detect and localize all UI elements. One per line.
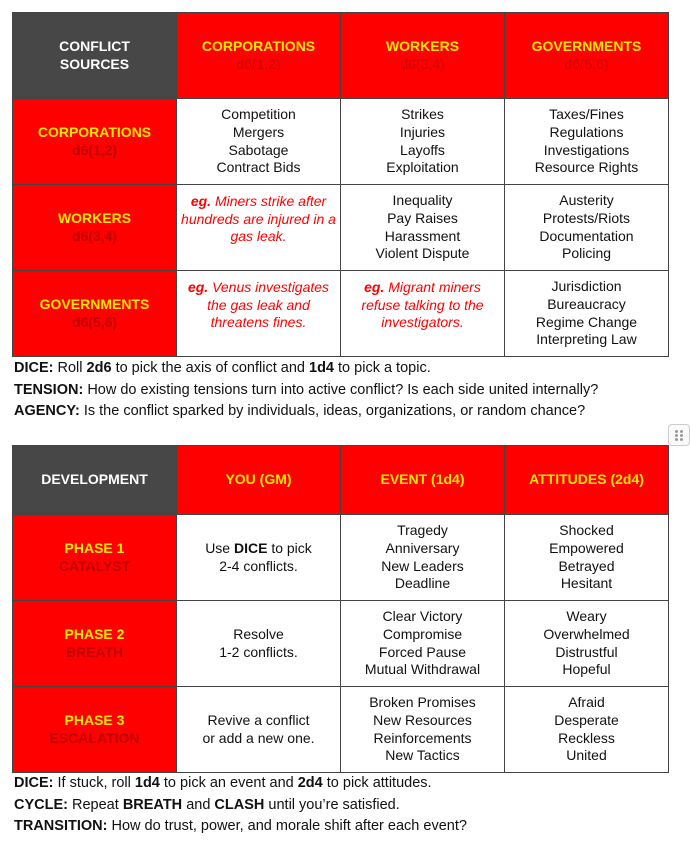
event-cell-phase-3 xyxy=(341,687,505,773)
gm-text: Use xyxy=(205,539,231,556)
col-header-governments xyxy=(505,13,669,99)
topic: Exploitation xyxy=(386,159,459,176)
col-header-gm: YOU (GM) xyxy=(177,446,341,515)
note-text: until you’re satisfied. xyxy=(268,796,400,813)
cell-corp-gov xyxy=(505,99,669,185)
note-label: TRANSITION: xyxy=(14,818,108,834)
col-header-event: EVENT (1d4) xyxy=(341,446,505,515)
cell-gov-corp-example xyxy=(177,271,341,357)
topic: Policing xyxy=(561,245,612,262)
row-header-dice: d6(1,2) xyxy=(71,141,118,158)
note-bold: 2d4 xyxy=(297,775,323,791)
cell-workers-workers xyxy=(341,185,505,271)
topic: Pay Raises xyxy=(387,209,458,226)
attitude: Distrustful xyxy=(555,643,618,660)
attitude: Desperate xyxy=(554,711,619,728)
cell-corp-workers xyxy=(341,99,505,185)
col-header-dice: d6(1,2) xyxy=(236,55,281,72)
gm-cell-phase-3 xyxy=(177,687,341,773)
topic: Inequality xyxy=(392,192,453,209)
dice-note xyxy=(14,773,467,795)
phase-subtitle: CATALYST xyxy=(58,557,131,574)
gm-cell-phase-2 xyxy=(177,601,341,687)
phase-title: PHASE 1 xyxy=(64,539,125,556)
event: Anniversary xyxy=(385,539,460,556)
note-text: If stuck, roll xyxy=(57,775,131,791)
note-bold: BREATH xyxy=(122,796,183,813)
table1-corner-header xyxy=(13,13,177,99)
event-cell-phase-1 xyxy=(341,515,505,601)
topic: Documentation xyxy=(539,227,634,244)
gm-bold: DICE xyxy=(233,539,268,556)
col-header-title: CORPORATIONS xyxy=(201,37,316,54)
col-header-title: GOVERNMENTS xyxy=(531,37,642,54)
topic: Resource Rights xyxy=(534,159,639,176)
gm-line: or add a new one. xyxy=(202,729,315,746)
gm-line: 1-2 conflicts. xyxy=(219,643,298,660)
topic: Jurisdiction xyxy=(551,278,622,295)
topic: Mergers xyxy=(232,123,285,140)
gm-cell-phase-1 xyxy=(177,515,341,601)
gm-line: 2-4 conflicts. xyxy=(219,557,298,574)
note-label: AGENCY: xyxy=(14,403,80,419)
row-header-phase-2 xyxy=(13,601,177,687)
note-text: How do existing tensions turn into active conflict? Is each side united internally? xyxy=(87,381,599,398)
gm-text: to pick xyxy=(271,539,312,556)
topic: Regulations xyxy=(549,123,624,140)
note-text: How do trust, power, and morale shift after each event? xyxy=(111,818,467,834)
phase-subtitle: BREATH xyxy=(65,643,124,660)
note-text: to pick the axis of conflict and xyxy=(115,360,305,376)
note-text: Repeat xyxy=(72,796,119,813)
example-lead: eg. xyxy=(190,193,212,209)
event: New Tactics xyxy=(385,747,460,764)
row-header-corporations xyxy=(13,99,177,185)
topic: Violent Dispute xyxy=(375,245,470,262)
event-cell-phase-2 xyxy=(341,601,505,687)
conflict-sources-table xyxy=(12,12,669,357)
attitudes-cell-phase-3 xyxy=(505,687,669,773)
event: Mutual Withdrawal xyxy=(364,661,481,678)
note-label: DICE: xyxy=(14,775,54,791)
topic: Protests/Riots xyxy=(542,209,631,226)
development-table xyxy=(12,445,669,773)
drag-handle-icon[interactable] xyxy=(668,424,690,446)
note-text: to pick attitudes. xyxy=(326,775,432,791)
topic: Injuries xyxy=(399,123,446,140)
development-notes xyxy=(14,773,467,838)
attitude: United xyxy=(566,747,607,764)
topic: Bureaucracy xyxy=(547,295,626,312)
dice-note xyxy=(14,358,598,380)
row-header-governments xyxy=(13,271,177,357)
note-text: to pick a topic. xyxy=(338,360,431,376)
event: New Resources xyxy=(373,711,472,728)
event: Compromise xyxy=(382,625,463,642)
attitude: Reckless xyxy=(558,729,615,746)
row-header-dice: d6(3,4) xyxy=(71,227,118,244)
attitude: Betrayed xyxy=(558,557,615,574)
topic: Austerity xyxy=(559,192,614,209)
event: Reinforcements xyxy=(373,729,472,746)
attitude: Shocked xyxy=(559,522,614,539)
table2-corner-header: DEVELOPMENT xyxy=(13,446,177,515)
col-header-workers xyxy=(341,13,505,99)
attitude: Afraid xyxy=(568,694,605,711)
cell-corp-corp xyxy=(177,99,341,185)
cycle-note xyxy=(14,795,467,817)
topic: Regime Change xyxy=(535,313,638,330)
attitude: Empowered xyxy=(549,539,624,556)
corner-line-1: CONFLICT xyxy=(59,37,130,54)
example-lead: eg. xyxy=(364,279,385,295)
corner-line-2: SOURCES xyxy=(59,55,130,72)
example-lead: eg. xyxy=(187,279,209,295)
event: Deadline xyxy=(394,575,451,592)
col-header-dice: d6(5,6) xyxy=(564,55,609,72)
row-header-title: WORKERS xyxy=(57,209,132,226)
row-header-title: CORPORATIONS xyxy=(37,123,152,140)
cell-gov-workers-example xyxy=(341,271,505,357)
col-header-dice: d6(3,4) xyxy=(400,55,445,72)
topic: Competition xyxy=(221,106,296,123)
gm-line: Resolve xyxy=(233,625,284,642)
topic: Strikes xyxy=(401,106,444,123)
row-header-phase-1 xyxy=(13,515,177,601)
row-header-dice: d6(5,6) xyxy=(71,313,118,330)
gm-line: Revive a conflict xyxy=(207,711,310,728)
phase-title: PHASE 3 xyxy=(64,711,125,728)
event: Broken Promises xyxy=(369,694,476,711)
col-header-title: WORKERS xyxy=(385,37,460,54)
note-bold: 1d4 xyxy=(134,775,160,791)
topic: Layoffs xyxy=(400,141,445,158)
example-text: Venus investigates the gas leak and threatens fines. xyxy=(207,279,330,331)
attitude: Weary xyxy=(566,608,607,625)
note-label: TENSION: xyxy=(14,381,84,398)
col-header-attitudes: ATTITUDES (2d4) xyxy=(505,446,669,515)
topic: Harassment xyxy=(384,227,461,244)
note-text: and xyxy=(186,796,211,813)
tension-note xyxy=(14,380,598,402)
transition-note xyxy=(14,816,467,838)
attitude: Hopeful xyxy=(562,661,611,678)
event: New Leaders xyxy=(381,557,464,574)
conflict-notes xyxy=(14,358,598,423)
topic: Investigations xyxy=(543,141,630,158)
topic: Interpreting Law xyxy=(536,331,637,348)
attitudes-cell-phase-1 xyxy=(505,515,669,601)
attitude: Hesitant xyxy=(560,575,613,592)
col-header-corporations xyxy=(177,13,341,99)
gm-line xyxy=(181,540,336,558)
note-text: Is the conflict sparked by individuals, ideas, organizations, or random chance? xyxy=(83,403,586,419)
note-bold: CLASH xyxy=(214,796,265,813)
note-text: to pick an event and xyxy=(163,775,294,791)
cell-gov-gov xyxy=(505,271,669,357)
note-bold: 1d4 xyxy=(309,360,334,376)
event: Forced Pause xyxy=(378,643,467,660)
example-text: Migrant miners refuse talking to the investigators. xyxy=(361,279,484,331)
row-header-title: GOVERNMENTS xyxy=(39,295,150,312)
row-header-phase-3 xyxy=(13,687,177,773)
topic: Taxes/Fines xyxy=(549,106,624,123)
attitude: Overwhelmed xyxy=(543,625,630,642)
note-text: Roll xyxy=(57,360,83,376)
topic: Contract Bids xyxy=(216,159,301,176)
phase-subtitle: ESCALATION xyxy=(49,729,140,746)
note-label: CYCLE: xyxy=(14,796,68,813)
topic: Sabotage xyxy=(228,141,289,158)
example-text: Miners strike after hundreds are injured in a gas leak. xyxy=(181,193,336,245)
event: Tragedy xyxy=(397,522,448,539)
event: Clear Victory xyxy=(382,608,463,625)
agency-note xyxy=(14,401,598,423)
note-bold: 2d6 xyxy=(86,360,112,376)
phase-title: PHASE 2 xyxy=(64,625,125,642)
cell-workers-corp-example xyxy=(177,185,341,271)
attitudes-cell-phase-2 xyxy=(505,601,669,687)
note-label: DICE: xyxy=(14,360,54,376)
cell-workers-gov xyxy=(505,185,669,271)
row-header-workers xyxy=(13,185,177,271)
